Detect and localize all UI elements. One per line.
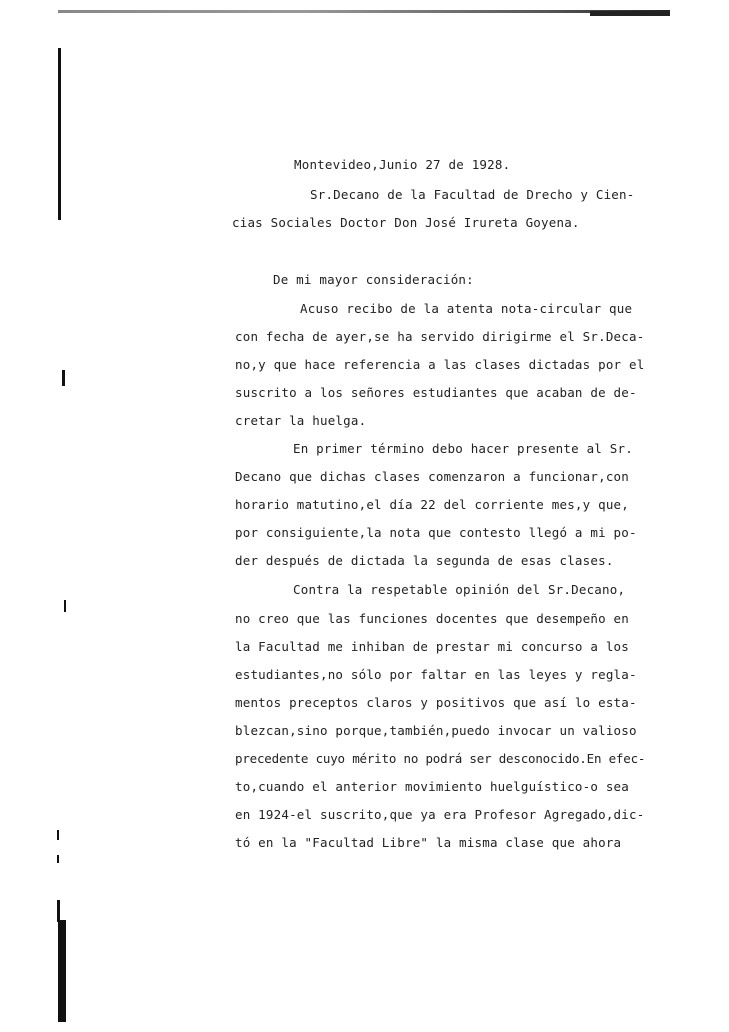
body-line: estudiantes,no sólo por faltar en las leyes y regla- — [235, 667, 637, 682]
body-line: precedente cuyo mérito no podrá ser desconocido.En efec- — [235, 751, 646, 766]
body-line: En primer término debo hacer presente al Sr. — [293, 441, 633, 456]
body-line: mentos preceptos claros y positivos que así lo esta- — [235, 695, 637, 710]
body-line: Acuso recibo de la atenta nota-circular que — [300, 301, 633, 316]
body-line: Contra la respetable opinión del Sr.Decano, — [293, 582, 626, 597]
body-line: to,cuando el anterior movimiento huelguístico-o sea — [235, 779, 630, 794]
left-scan-edge-mark — [58, 920, 66, 1022]
left-scan-edge-mark — [62, 370, 65, 386]
body-line: por consiguiente,la nota que contesto llegó a mi po- — [235, 525, 637, 540]
left-scan-edge-mark — [57, 855, 59, 863]
body-line: no creo que las funciones docentes que desempeño en — [235, 611, 630, 626]
body-line: suscrito a los señores estudiantes que acaban de de- — [235, 385, 637, 400]
body-line: con fecha de ayer,se ha servido dirigirme el Sr.Deca- — [235, 329, 645, 344]
body-line: blezcan,sino porque,también,puedo invocar un valioso — [235, 723, 637, 738]
body-line: no,y que hace referencia a las clases dictadas por el — [235, 357, 645, 372]
addressee-line: cias Sociales Doctor Don José Irureta Goyena. — [232, 215, 580, 230]
salutation: De mi mayor consideración: — [273, 272, 474, 287]
top-scan-border — [58, 10, 670, 13]
left-scan-edge-mark — [58, 48, 61, 220]
date-line: Montevideo,Junio 27 de 1928. — [294, 157, 511, 172]
left-scan-edge-mark — [57, 900, 60, 922]
body-line: Decano que dichas clases comenzaron a funcionar,con — [235, 469, 630, 484]
left-scan-edge-mark — [57, 830, 59, 840]
top-scan-border-dark — [590, 11, 670, 16]
body-line: der después de dictada la segunda de esas clases. — [235, 553, 614, 568]
body-line: en 1924-el suscrito,que ya era Profesor Agregado,dic- — [235, 807, 645, 822]
left-scan-edge-mark — [64, 600, 66, 612]
body-line: cretar la huelga. — [235, 413, 367, 428]
body-line: tó en la "Facultad Libre" la misma clase que ahora — [235, 835, 622, 850]
body-line: la Facultad me inhiban de prestar mi concurso a los — [235, 639, 630, 654]
addressee-line: Sr.Decano de la Facultad de Drecho y Cien- — [310, 187, 635, 202]
body-line: horario matutino,el día 22 del corriente mes,y que, — [235, 497, 630, 512]
